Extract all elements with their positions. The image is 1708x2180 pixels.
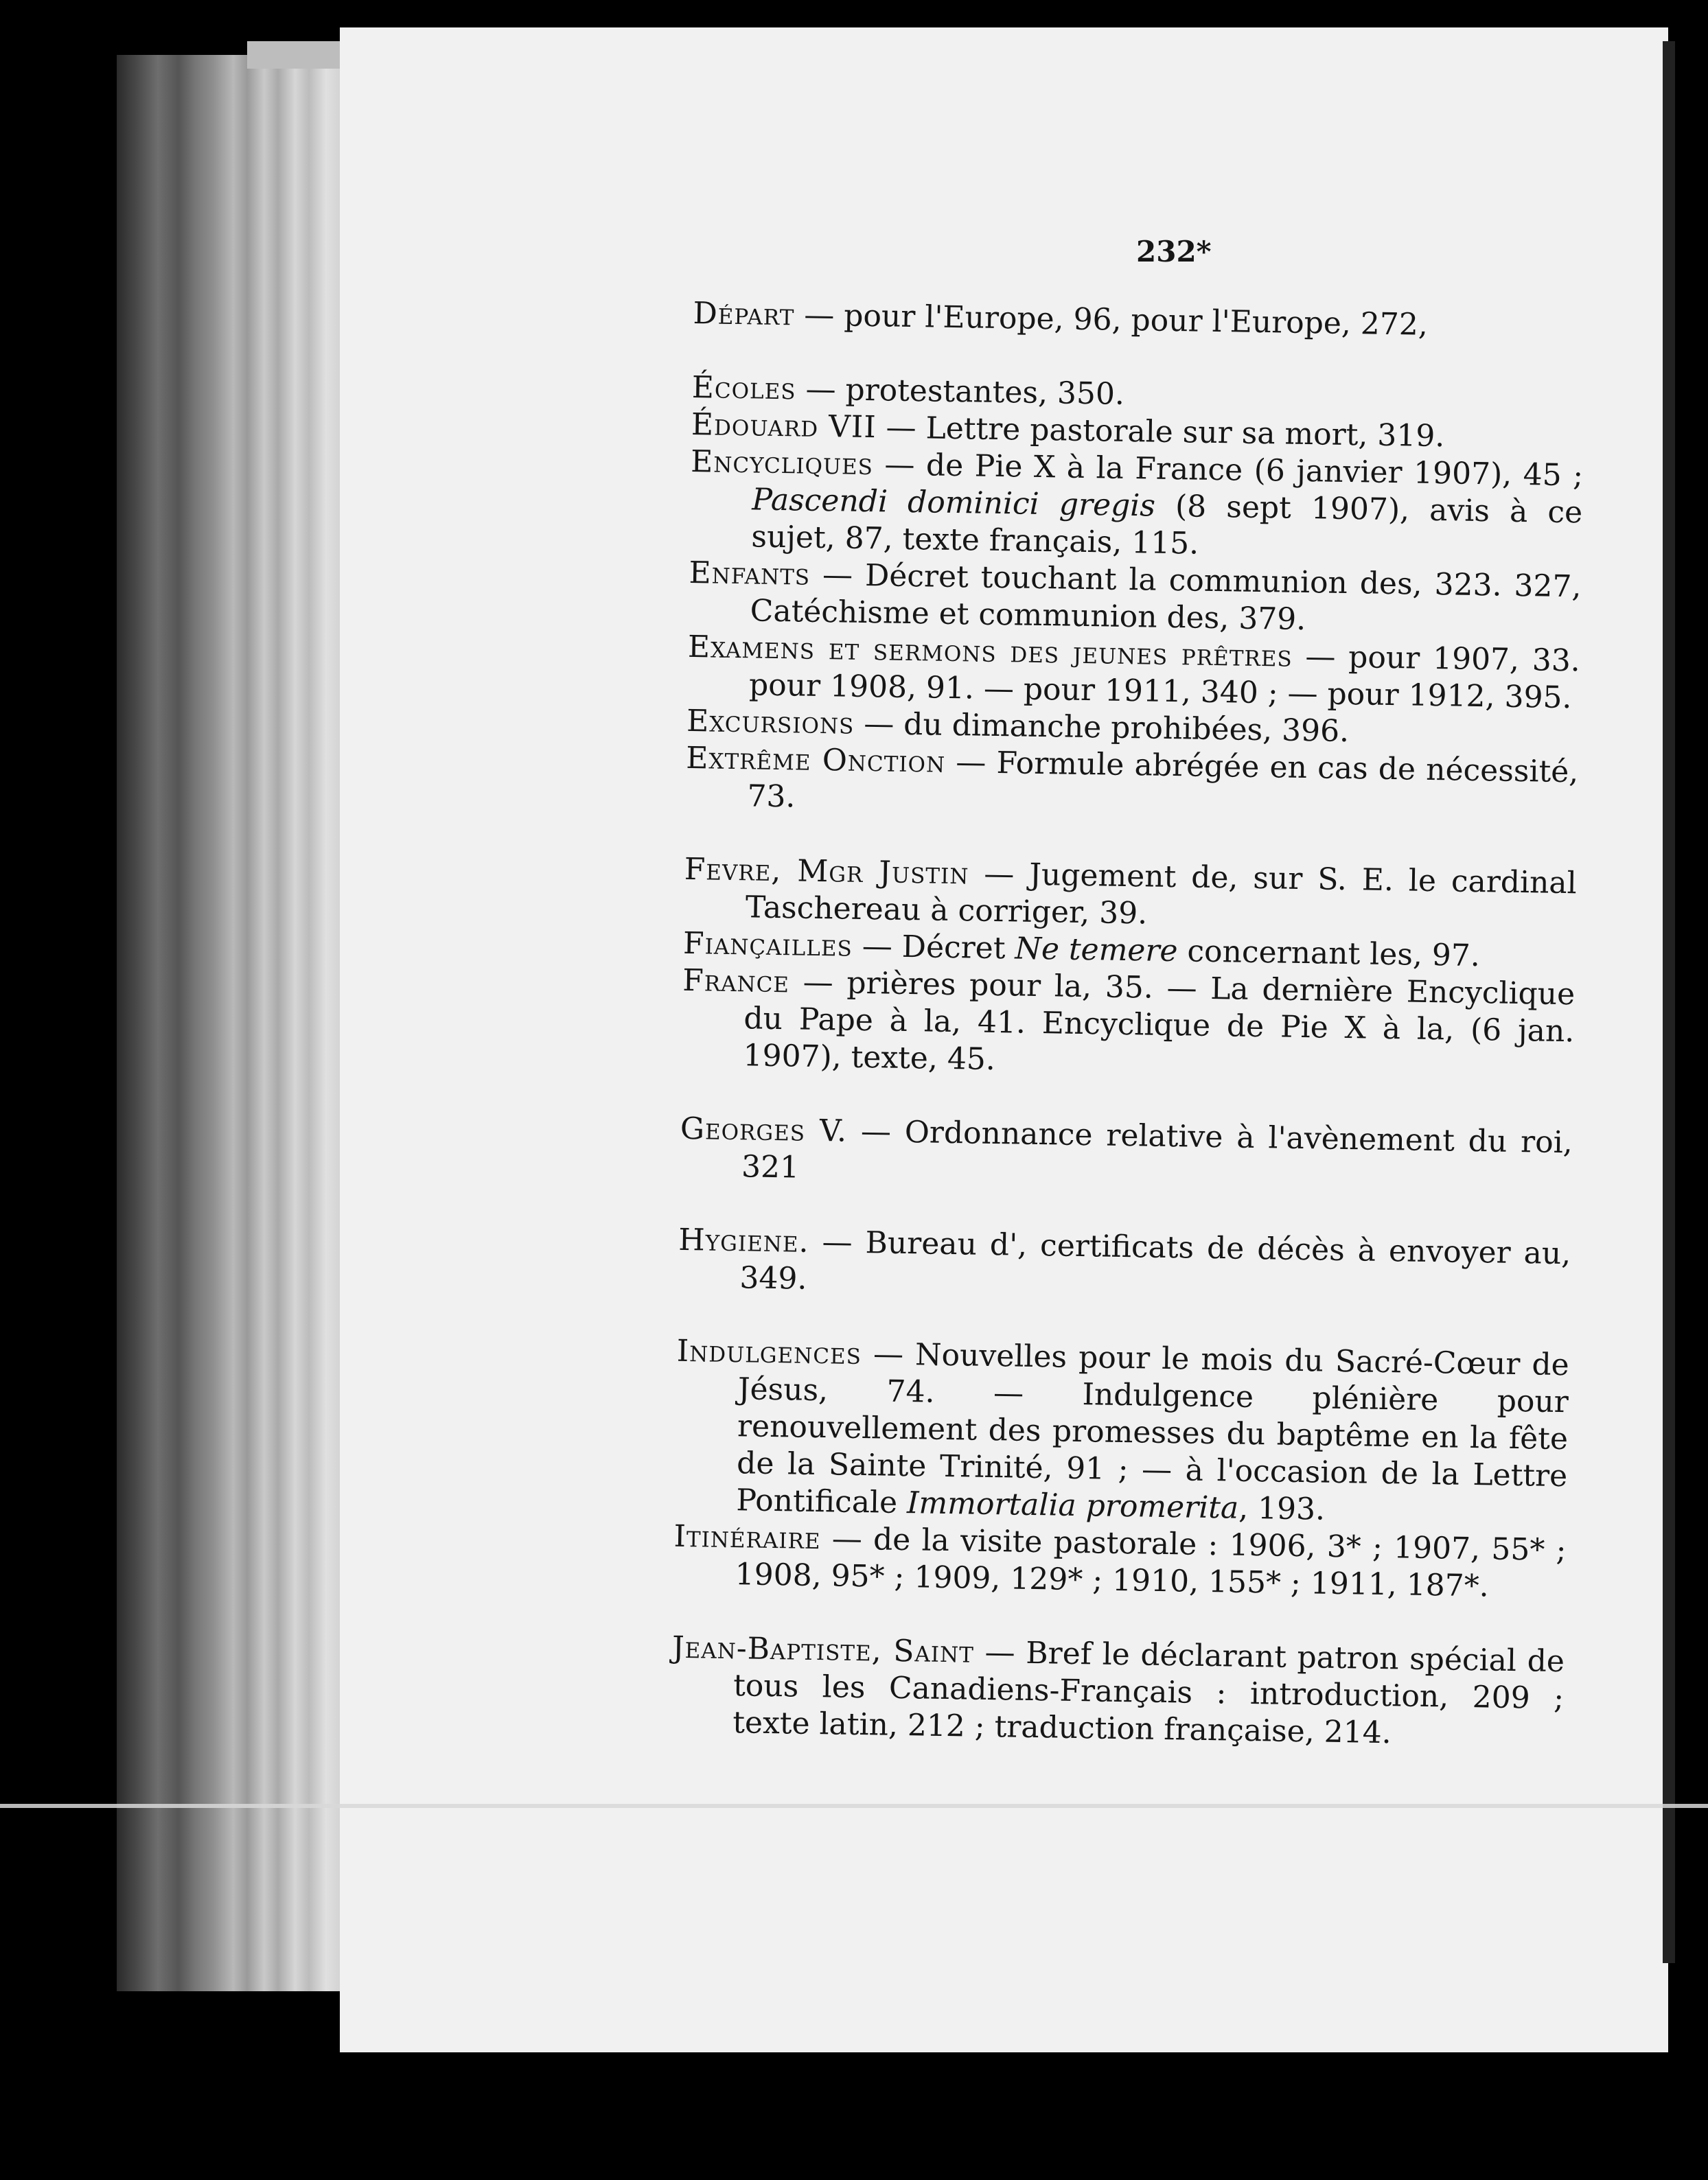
entry-headword: Indulgences [676,1333,862,1372]
entry-text: — pour 1907, 33. pour 1908, 91. — pour 1911, 340 ; — pour 1912, 395. [748,638,1581,716]
entry-text: — protestantes, 350. [796,371,1125,412]
entry-headword: Hygiene. [678,1222,809,1260]
entry-text: — Jugement de, sur S. E. le cardinal Taschereau à corriger, 39. [745,856,1578,931]
entry-headword: France [682,962,790,1000]
index-entry-examens [687,629,1581,717]
entry-text: — pour l'Europe, 96, pour l'Europe, 272, [794,297,1429,343]
index-entry-itineraire [673,1518,1567,1606]
entry-text: concernant les, 97. [1177,934,1481,974]
entry-text: , 193. [1238,1490,1326,1527]
entry-headword: Excursions [686,703,855,741]
page-right-shadow [1663,41,1675,1963]
index-entry-indulgences [674,1333,1569,1532]
entry-headword: Encycliques [690,443,874,483]
entry-text: — prières pour la, 35. — La dernière Encyclique du Pape à la, 41. Encyclique de Pie X à la, (6 jan. 1907), texte, 45. [743,964,1576,1078]
entry-headword: Jean-Baptiste, Saint [671,1630,975,1670]
entry-headword: Écoles [691,369,796,407]
index-entry-encycliques [689,443,1583,568]
entry-headword: Édouard VII [691,406,877,445]
entry-headword: Départ [693,295,795,333]
entry-headword: Fiançailles [682,925,853,964]
entry-headword: Georges V. [680,1111,848,1149]
entry-text: — Bureau d', certificats de décès à envoyer au, 349. [739,1224,1571,1297]
entry-italic-title: Pascendi dominici gregis [751,482,1156,524]
entry-text: — du dimanche prohibées, 396. [853,706,1350,750]
index-entry-extreme-onction [685,740,1579,828]
entry-headword: Fevre, Mgr Justin [684,851,969,892]
entry-text: — Lettre pastorale sur sa mort, 319. [876,410,1445,454]
entry-text: — Nouvelles pour le mois du Sacré-Cœur de Jésus, 74. — Indulgence plénière pour renouvellement des promesses du baptême en la fête de la Sainte Trinité, 91 ; — à l'occasion de la Lettre Pontificale [736,1336,1570,1521]
entry-text: — Décret [852,928,1015,966]
index-entry-enfants [688,555,1582,642]
entry-headword: Enfants [689,555,811,592]
index-entry-georges [680,1111,1573,1198]
index-entry-jean-baptiste [671,1630,1565,1754]
index-entry-france [681,962,1575,1087]
entry-text: — Formule abrégée en cas de nécessité, 73. [747,744,1579,815]
entry-italic-title: Immortalia promerita [906,1485,1239,1526]
entry-text: — Ordonnance relative à l'avènement du roi, 321 [741,1113,1573,1185]
index-entry-fevre [684,851,1578,939]
entry-text: — Bref le déclarant patron spécial de tous les Canadiens-Français : introduction, 209 ; texte latin, 212 ; traduction française, 214. [732,1634,1565,1751]
entry-text: — Décret touchant la communion des, 323. 327, Catéchisme et communion des, 379. [750,557,1582,638]
index-entry-hygiene [678,1222,1571,1310]
entry-italic-title: Ne temere [1015,931,1178,969]
book-block-edge [117,55,343,1991]
entry-headword: Itinéraire [673,1518,821,1557]
entry-headword: Extrême Onction [686,740,946,780]
entry-headword: Examens et sermons des jeunes prêtres [687,629,1293,674]
entry-text: — de Pie X à la France (6 janvier 1907), 45 ; [873,447,1584,494]
index-text-block [671,295,1586,1754]
scan-artifact-line [0,1804,1708,1808]
entry-text: — de la visite pastorale : 1906, 3* ; 1907, 55* ; 1908, 95* ; 1909, 129* ; 1910, 155* ; 1911, 187*. [735,1521,1567,1604]
page-number: 232* [1136,235,1212,268]
book-block-top [247,41,343,69]
entry-text: (8 sept 1907), avis à ce sujet, 87, texte français, 115. [751,488,1583,561]
